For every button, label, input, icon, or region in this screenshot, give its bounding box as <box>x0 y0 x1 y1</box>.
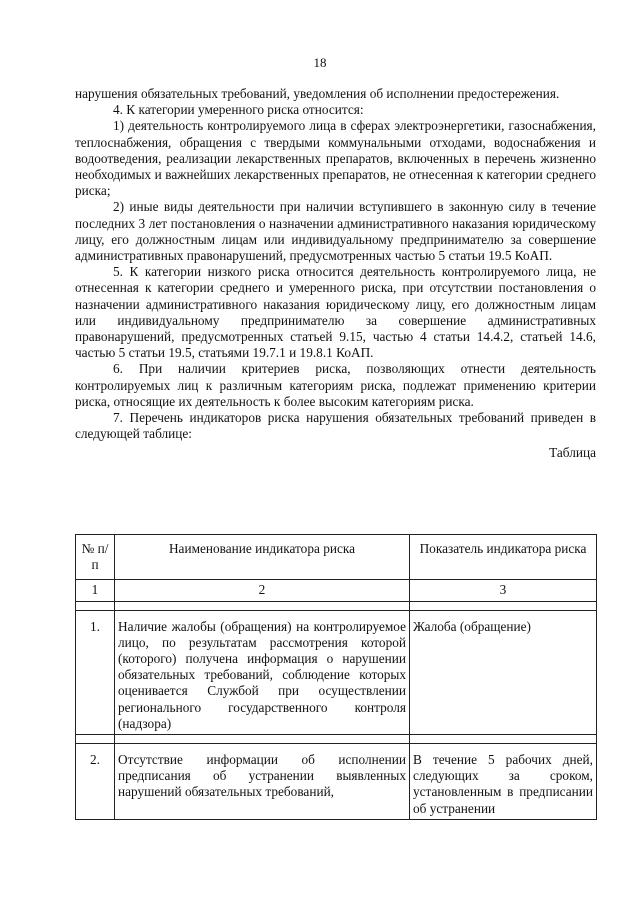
indicator-value: Жалоба (обращение) <box>410 610 597 734</box>
indicator-value: В течение 5 рабочих дней, следующих за сроком, установленным в предписании об устранении <box>410 744 597 820</box>
column-number: 1 <box>76 580 115 601</box>
row-gap <box>76 735 597 744</box>
indicator-name: Наличие жалобы (обращения) на контролируемое лицо, по результатам рассмотрения которой (которого) получена информация о нарушении обязательных требований, соблюдение которых оценивается Службой при осуществлении регионального государственного контроля (надзора) <box>115 610 410 734</box>
column-number: 3 <box>410 580 597 601</box>
header-number: № п/п <box>76 535 115 580</box>
table-row <box>76 744 597 820</box>
document-body <box>75 86 596 462</box>
paragraph: 6. При наличии критериев риска, позволяющих отнести деятельность контролируемых лиц к различным категориям риска, подлежат применению критерии риска, относящие их деятельность к более высоким категориям риска. <box>75 361 596 409</box>
paragraph: 1) деятельность контролируемого лица в сферах электроэнергетики, газоснабжения, теплоснабжения, обращения с твердыми коммунальными отходами, водоснабжения и водоотведения, реализации лекарственных препаратов, включенных в перечень жизненно необходимых и важнейших лекарственных препаратов, не отнесенная к категории среднего риска; <box>75 118 596 199</box>
table-caption: Таблица <box>549 445 596 461</box>
table-header-row <box>76 535 597 580</box>
paragraph: 2) иные виды деятельности при наличии вступившего в законную силу в течение последних 3 лет постановления о назначении административного наказания юридическому лицу, его должностным лицам или индивидуальному предпринимателю за совершение административных правонарушений, предусмотренных частью 5 статьи 19.5 КоАП. <box>75 199 596 264</box>
header-indicator-name: Наименование индикатора риска <box>115 535 410 580</box>
row-gap <box>76 601 597 610</box>
risk-indicator-table <box>75 534 597 820</box>
header-indicator-value: Показатель индикатора риска <box>410 535 597 580</box>
paragraph: 7. Перечень индикаторов риска нарушения обязательных требований приведен в следующей таблице: <box>75 410 596 442</box>
table-row <box>76 610 597 734</box>
paragraph: нарушения обязательных требований, уведомления об исполнении предостережения. <box>75 86 560 101</box>
indicator-name: Отсутствие информации об исполнении предписания об устранении выявленных нарушений обязательных требований, <box>115 744 410 820</box>
row-number: 1. <box>76 610 115 734</box>
paragraph: 5. К категории низкого риска относится деятельность контролируемого лица, не отнесенная к категории среднего и умеренного риска, при отсутствии постановления о назначении административного наказания юридическому лицу, его должностным лицам или индивидуальному предпринимателю за совершение административных правонарушений, предусмотренных статьей 9.15, частью 4 статьи 14.4.2, статьей 14.6, частью 5 статьи 19.5, статьями 19.7.1 и 19.8.1 КоАП. <box>75 264 596 361</box>
page-number: 18 <box>313 55 327 70</box>
paragraph: 4. К категории умеренного риска относится: <box>113 102 364 118</box>
column-number-row <box>76 580 597 601</box>
column-number: 2 <box>115 580 410 601</box>
row-number: 2. <box>76 744 115 820</box>
